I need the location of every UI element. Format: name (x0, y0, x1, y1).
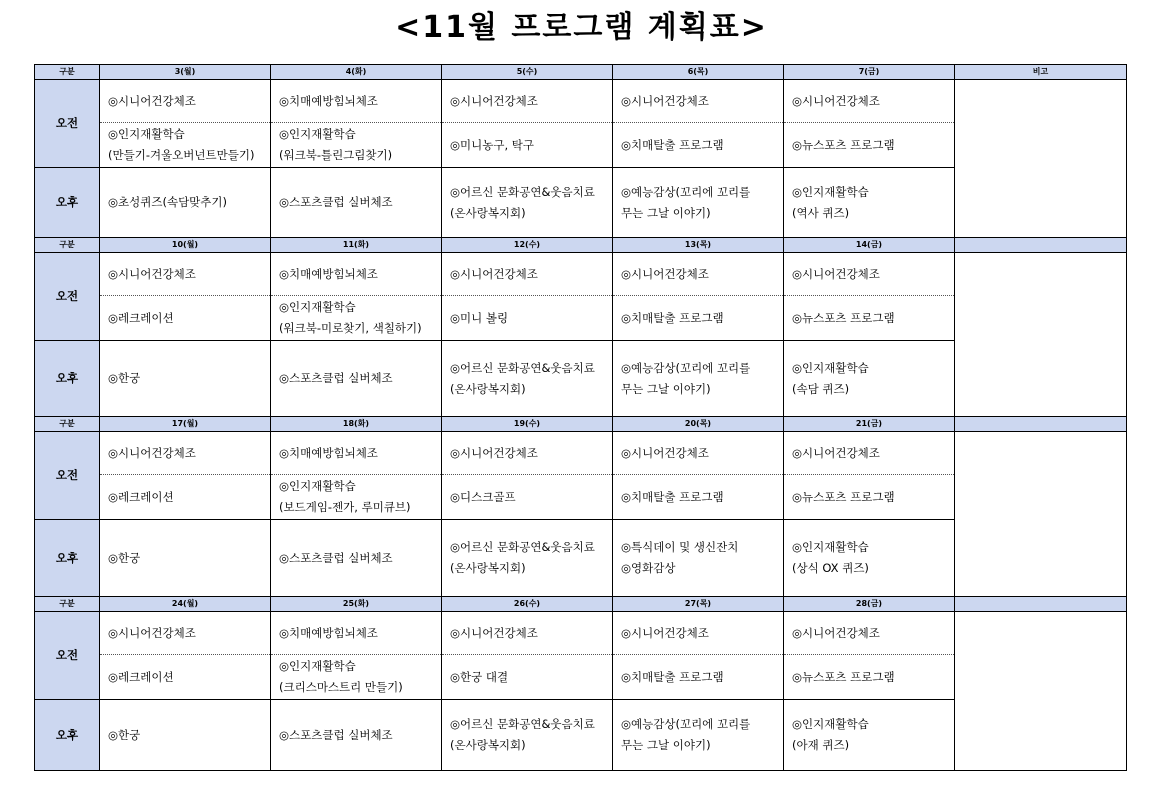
category-header: 구분 (35, 417, 100, 432)
activity-text: ◎시니어건강체조 (450, 266, 538, 281)
activity-text: (속담 퀴즈) (792, 381, 850, 396)
activity-text: ◎인지재활학습 (792, 717, 869, 731)
activity-text: ◎초성퀴즈(속담맞추기) (108, 195, 227, 209)
activity-cell (784, 341, 955, 417)
activity-cell (442, 168, 613, 238)
activity-text: (만들기-겨울오버넌트만들기) (108, 148, 255, 162)
note-header: 비고 (955, 65, 1127, 80)
activity-text: ◎디스크골프 (450, 489, 516, 504)
activity-text: ◎스포츠클럽 실버체조 (279, 550, 393, 565)
day-header: 11(화) (271, 238, 442, 253)
activity-cell (271, 612, 442, 655)
activity-cell (784, 296, 955, 341)
activity-text: ◎치매탈출 프로그램 (621, 137, 724, 152)
activity-text: (워크북-미로찾기, 색칠하기) (279, 321, 422, 335)
activity-cell (442, 432, 613, 475)
activity-text: ◎시니어건강체조 (108, 625, 196, 640)
week-header-row (35, 238, 1127, 253)
activity-text: ◎특식데이 및 생신잔치 (621, 540, 739, 554)
activity-cell (442, 612, 613, 655)
activity-cell (271, 655, 442, 700)
activity-cell (271, 253, 442, 296)
activity-text: (크리스마스트리 만들기) (279, 680, 403, 694)
note-cell (955, 253, 1127, 417)
activity-text: (온사랑복지회) (450, 738, 526, 752)
activity-text: 무는 그날 이야기) (621, 205, 711, 220)
activity-cell (613, 123, 784, 168)
schedule-row (35, 253, 1127, 296)
activity-text: ◎치매탈출 프로그램 (621, 310, 724, 325)
activity-text: (온사랑복지회) (450, 561, 526, 575)
day-header: 27(목) (613, 597, 784, 612)
activity-text: ◎치매예방힘뇌체조 (279, 93, 378, 108)
day-header: 19(수) (442, 417, 613, 432)
note-header (955, 238, 1127, 253)
activity-cell (442, 296, 613, 341)
activity-text: ◎레크레이션 (108, 310, 174, 325)
activity-cell (271, 475, 442, 520)
activity-cell (271, 296, 442, 341)
activity-text: ◎인지재활학습 (279, 479, 356, 493)
activity-text: (온사랑복지회) (450, 205, 526, 220)
activity-cell (271, 520, 442, 597)
activity-text: ◎뉴스포츠 프로그램 (792, 137, 895, 152)
activity-cell (100, 475, 271, 520)
activity-cell (613, 475, 784, 520)
note-cell (955, 432, 1127, 597)
day-header: 6(목) (613, 65, 784, 80)
category-header: 구분 (35, 238, 100, 253)
day-header: 26(수) (442, 597, 613, 612)
day-header: 17(월) (100, 417, 271, 432)
schedule-row (35, 80, 1127, 123)
activity-cell (271, 123, 442, 168)
activity-cell (442, 123, 613, 168)
activity-text: ◎예능감상(꼬리에 꼬리를 (621, 184, 751, 199)
activity-cell (613, 520, 784, 597)
activity-cell (784, 168, 955, 238)
activity-cell (442, 341, 613, 417)
activity-cell (442, 253, 613, 296)
category-header: 구분 (35, 597, 100, 612)
activity-text: ◎예능감상(꼬리에 꼬리를 (621, 360, 751, 375)
note-cell (955, 80, 1127, 238)
page-title: <11월 프로그램 계획표> (395, 10, 768, 45)
activity-text: ◎뉴스포츠 프로그램 (792, 489, 895, 504)
activity-cell (442, 80, 613, 123)
activity-text: ◎시니어건강체조 (450, 445, 538, 460)
activity-cell (784, 80, 955, 123)
activity-text: ◎스포츠클럽 실버체조 (279, 727, 393, 742)
activity-cell (100, 520, 271, 597)
activity-text: ◎시니어건강체조 (450, 93, 538, 108)
activity-text: ◎치매탈출 프로그램 (621, 489, 724, 504)
activity-text: ◎어르신 문화공연&웃음치료 (450, 717, 595, 731)
activity-cell (100, 168, 271, 238)
activity-text: (보드게임-젠가, 루미큐브) (279, 500, 411, 514)
day-header: 28(금) (784, 597, 955, 612)
period-pm-label: 오후 (35, 168, 100, 238)
period-am-label: 오전 (35, 612, 100, 700)
activity-text: ◎시니어건강체조 (621, 625, 709, 640)
activity-text: ◎시니어건강체조 (792, 445, 880, 460)
activity-text: 무는 그날 이야기) (621, 381, 711, 396)
day-header: 21(금) (784, 417, 955, 432)
activity-cell (100, 700, 271, 771)
activity-text: (아재 퀴즈) (792, 738, 850, 752)
activity-text: ◎레크레이션 (108, 669, 174, 684)
schedule-row (35, 432, 1127, 475)
activity-text: ◎한궁 (108, 550, 141, 565)
activity-text: ◎예능감상(꼬리에 꼬리를 (621, 717, 751, 731)
activity-text: ◎시니어건강체조 (108, 445, 196, 460)
activity-text: ◎한궁 (108, 727, 141, 742)
activity-text: ◎인지재활학습 (279, 659, 356, 673)
activity-cell (784, 123, 955, 168)
week-header-row (35, 65, 1127, 80)
activity-cell (271, 341, 442, 417)
activity-cell (271, 168, 442, 238)
activity-cell (784, 655, 955, 700)
activity-cell (100, 80, 271, 123)
activity-text: (상식 OX 퀴즈) (792, 561, 869, 575)
period-pm-label: 오후 (35, 700, 100, 771)
activity-text: ◎치매탈출 프로그램 (621, 669, 724, 684)
day-header: 24(월) (100, 597, 271, 612)
activity-cell (784, 700, 955, 771)
activity-cell (613, 341, 784, 417)
day-header: 4(화) (271, 65, 442, 80)
activity-text: ◎인지재활학습 (792, 360, 869, 375)
activity-text: ◎시니어건강체조 (792, 93, 880, 108)
day-header: 25(화) (271, 597, 442, 612)
note-cell (955, 612, 1127, 771)
note-header (955, 417, 1127, 432)
activity-cell (100, 253, 271, 296)
activity-cell (613, 80, 784, 123)
activity-text: ◎뉴스포츠 프로그램 (792, 669, 895, 684)
activity-text: ◎시니어건강체조 (450, 625, 538, 640)
period-pm-label: 오후 (35, 341, 100, 417)
activity-cell (100, 123, 271, 168)
period-am-label: 오전 (35, 80, 100, 168)
day-header: 18(화) (271, 417, 442, 432)
activity-text: ◎어르신 문화공연&웃음치료 (450, 360, 595, 375)
activity-cell (100, 612, 271, 655)
category-header: 구분 (35, 65, 100, 80)
day-header: 12(수) (442, 238, 613, 253)
period-am-label: 오전 (35, 253, 100, 341)
activity-cell (100, 655, 271, 700)
day-header: 7(금) (784, 65, 955, 80)
note-header (955, 597, 1127, 612)
activity-cell (442, 655, 613, 700)
day-header: 10(월) (100, 238, 271, 253)
activity-text: ◎스포츠클럽 실버체조 (279, 371, 393, 385)
activity-text: ◎시니어건강체조 (621, 93, 709, 108)
period-am-label: 오전 (35, 432, 100, 520)
activity-text: ◎시니어건강체조 (108, 93, 196, 108)
activity-cell (784, 432, 955, 475)
activity-text: (역사 퀴즈) (792, 205, 850, 220)
activity-cell (784, 520, 955, 597)
activity-text: ◎치매예방힘뇌체조 (279, 625, 378, 640)
day-header: 3(월) (100, 65, 271, 80)
activity-text: ◎영화감상 (621, 561, 676, 575)
activity-text: ◎한궁 (108, 371, 141, 385)
activity-text: ◎어르신 문화공연&웃음치료 (450, 184, 595, 199)
activity-text: ◎레크레이션 (108, 489, 174, 504)
schedule-row (35, 612, 1127, 655)
week-header-row (35, 417, 1127, 432)
activity-text: ◎인지재활학습 (279, 300, 356, 314)
activity-text: ◎시니어건강체조 (792, 625, 880, 640)
activity-cell (613, 612, 784, 655)
activity-cell (613, 296, 784, 341)
activity-text: (온사랑복지회) (450, 381, 526, 396)
activity-text: ◎시니어건강체조 (621, 445, 709, 460)
activity-cell (784, 475, 955, 520)
activity-text: ◎시니어건강체조 (621, 266, 709, 281)
activity-cell (100, 432, 271, 475)
activity-cell (271, 700, 442, 771)
activity-cell (613, 168, 784, 238)
activity-text: ◎뉴스포츠 프로그램 (792, 310, 895, 325)
activity-text: ◎치매예방힘뇌체조 (279, 266, 378, 281)
day-header: 20(목) (613, 417, 784, 432)
activity-cell (442, 475, 613, 520)
activity-cell (271, 432, 442, 475)
activity-text: 무는 그날 이야기) (621, 738, 711, 752)
activity-cell (442, 520, 613, 597)
activity-text: ◎인지재활학습 (279, 127, 356, 141)
activity-cell (100, 341, 271, 417)
activity-cell (613, 655, 784, 700)
activity-text: ◎미니 볼링 (450, 310, 509, 325)
activity-text: ◎치매예방힘뇌체조 (279, 445, 378, 460)
activity-cell (613, 432, 784, 475)
activity-cell (442, 700, 613, 771)
activity-cell (613, 700, 784, 771)
activity-text: ◎어르신 문화공연&웃음치료 (450, 540, 595, 554)
day-header: 5(수) (442, 65, 613, 80)
day-header: 13(목) (613, 238, 784, 253)
activity-text: ◎인지재활학습 (108, 127, 185, 141)
activity-text: ◎시니어건강체조 (108, 266, 196, 281)
activity-text: ◎인지재활학습 (792, 184, 869, 199)
activity-text: ◎스포츠클럽 실버체조 (279, 195, 393, 209)
activity-cell (100, 296, 271, 341)
week-header-row (35, 597, 1127, 612)
activity-text: (워크북-틀린그림찾기) (279, 148, 393, 162)
activity-cell (784, 612, 955, 655)
activity-text: ◎시니어건강체조 (792, 266, 880, 281)
day-header: 14(금) (784, 238, 955, 253)
activity-cell (784, 253, 955, 296)
activity-text: ◎인지재활학습 (792, 540, 869, 554)
activity-text: ◎한궁 대결 (450, 669, 509, 684)
schedule-table (34, 64, 1127, 771)
activity-text: ◎미니농구, 탁구 (450, 137, 534, 152)
activity-cell (613, 253, 784, 296)
activity-cell (271, 80, 442, 123)
period-pm-label: 오후 (35, 520, 100, 597)
